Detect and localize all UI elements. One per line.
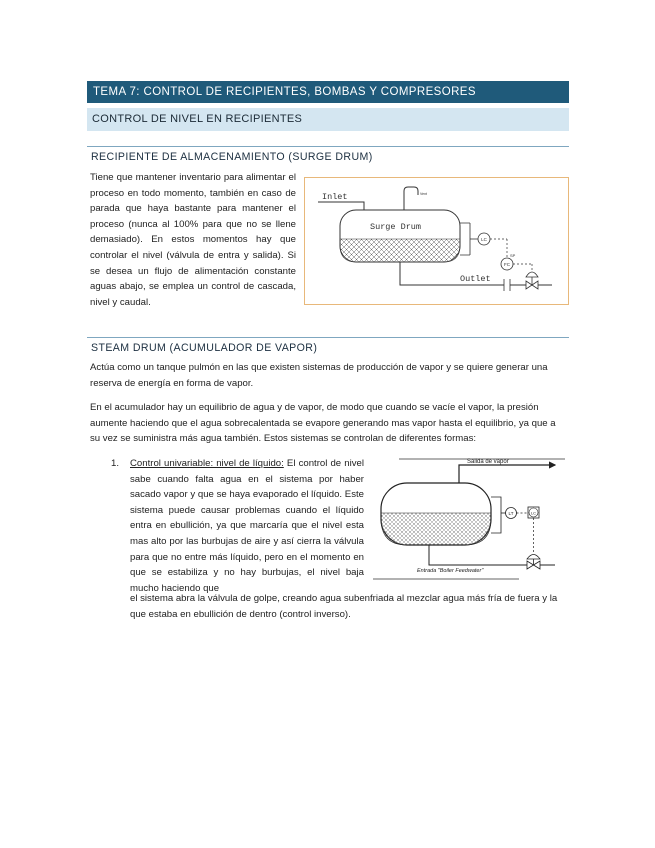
list-item-text bbox=[130, 456, 364, 596]
outlet-label: Outlet bbox=[460, 274, 491, 284]
fc-tag: FC bbox=[504, 262, 510, 267]
section2-para2: En el acumulador hay un equilibrio de agua y de vapor, de modo que cuando se vacíe el vapor, la presión aumente haciendo que el agua sobrecalentada se evapore generando mas vapor hasta el equilibrio, ya que a su vez se suministra más agua también. Estos sistemas se controlan de diferentes formas: bbox=[90, 402, 556, 445]
lc-tag-2: LC bbox=[530, 510, 537, 516]
lc-tag: LC bbox=[481, 237, 487, 242]
vent-label: Vent bbox=[420, 192, 428, 196]
section-title-banner: CONTROL DE NIVEL EN RECIPIENTES bbox=[87, 108, 569, 131]
steam-out-label: Salida de vapor bbox=[467, 459, 509, 465]
lt-tag: LT bbox=[508, 511, 514, 516]
section2-rule bbox=[87, 337, 569, 338]
steam-drum-diagram bbox=[369, 455, 567, 582]
inlet-label: Inlet bbox=[322, 192, 348, 202]
section1-text: Tiene que mantener inventario para alimentar el proceso en todo momento, también en caso de parada que haya bastante para mantener el proceso (nunca al 100% para que no se llene demasiado). En estos momentos hay que controlar el nivel (válvula de entra y salida). Si se desea un flujo de alimentación constante aguas abajo, se emplea un control de cascada, nivel y caudal. bbox=[90, 172, 296, 308]
feedwater-label: Entrada "Boiler Feedwater" bbox=[417, 568, 484, 574]
section2-para1: Actúa como un tanque pulmón en las que existen sistemas de producción de vapor y se quiere generar una reserva de energía en forma de vapor. bbox=[90, 362, 548, 389]
sp-tag: SP bbox=[510, 253, 516, 258]
section1-heading: RECIPIENTE DE ALMACENAMIENTO (SURGE DRUM) bbox=[91, 151, 373, 163]
list-item-number: 1. bbox=[111, 458, 120, 469]
list-item-body: El control de nivel sabe cuando falta agua en el sistema por haber sacado vapor y que se haya evaporado el líquido. Este sistema puede causar problemas cuando el líquido entra en ebullición, ya que marcaría que el nivel esta mas alto por las burbujas de aire y así cierra la válvula para que no entre más líquido, pero en el momento en que se estabiliza y no hay burbujas, el nivel baja mucho haciendo que bbox=[130, 458, 364, 594]
section2-heading: STEAM DRUM (ACUMULADOR DE VAPOR) bbox=[91, 342, 318, 354]
list-item-continuation: el sistema abra la válvula de golpe, creando agua subenfriada al mezclar agua más fría de fuera y la que estaba en ebullición de dentro (control inverso). bbox=[130, 593, 558, 620]
list-item-title: Control univariable: nivel de líquido: bbox=[130, 458, 284, 469]
chapter-title-banner: TEMA 7: CONTROL DE RECIPIENTES, BOMBAS Y COMPRESORES bbox=[87, 81, 569, 103]
surge-drum-diagram bbox=[304, 177, 569, 305]
surge-drum-label: Surge Drum bbox=[370, 222, 422, 232]
section1-rule bbox=[87, 146, 569, 147]
